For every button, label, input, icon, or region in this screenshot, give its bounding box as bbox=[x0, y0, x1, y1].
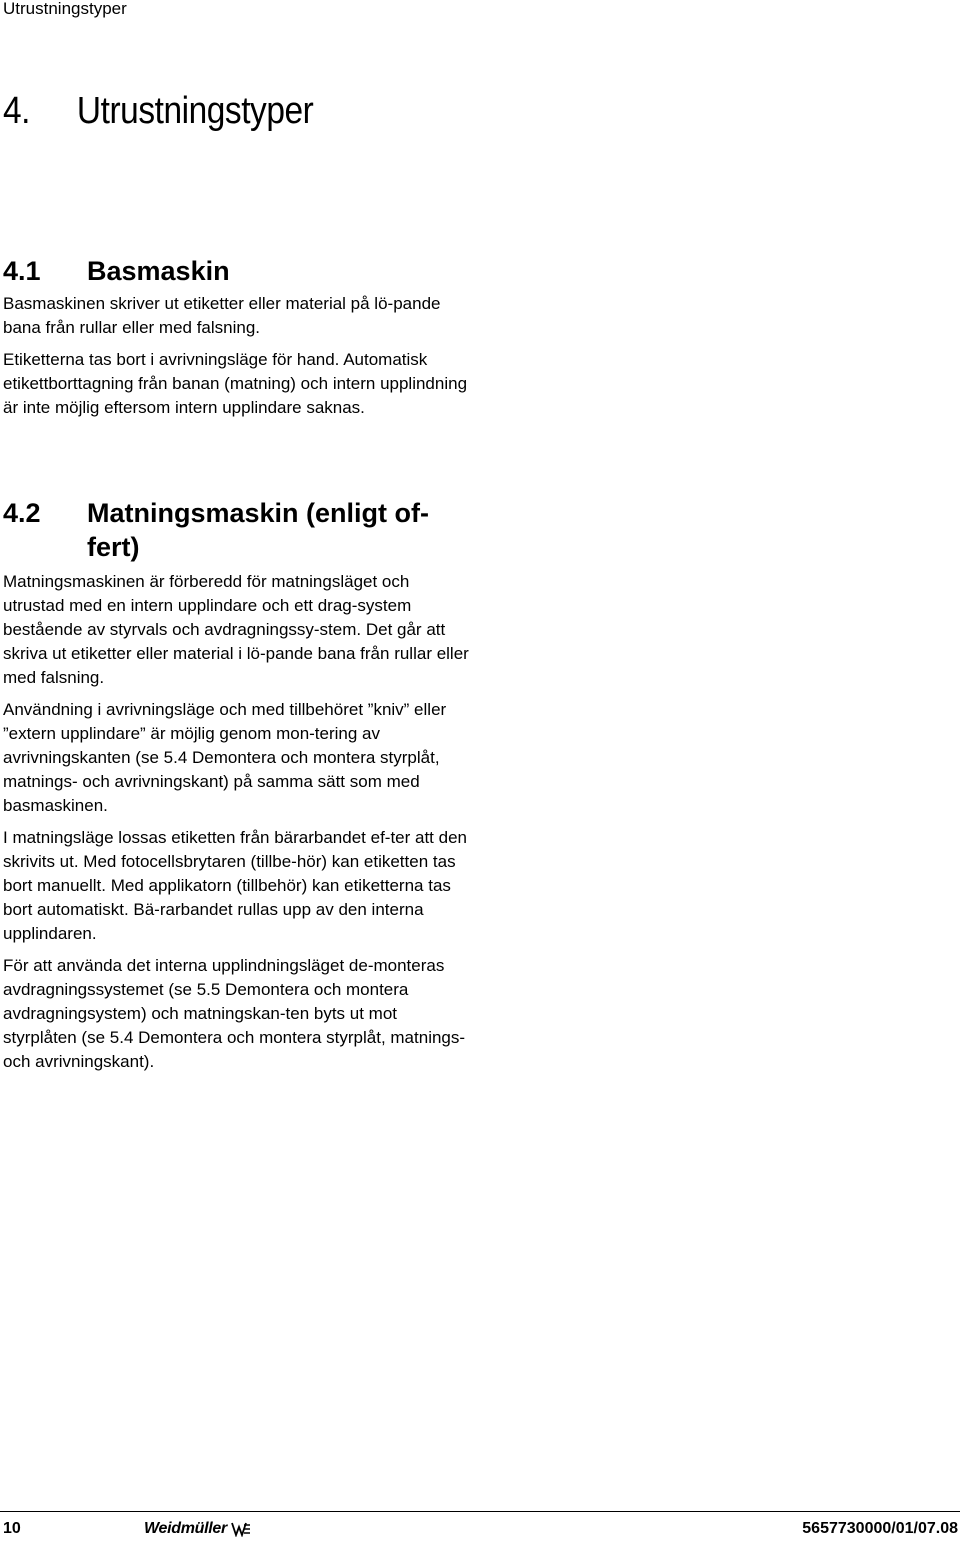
page-footer bbox=[0, 1511, 960, 1541]
paragraph: För att använda det interna upplindningsläget de-monteras avdragningssystemet (se 5.5 Demontera och montera avdragningsystem) och matningskan-ten byts ut mot styrplåten (se 5.4 Demontera och montera styrplåt, matnings- och avrivningskant). bbox=[3, 956, 466, 1071]
running-header: Utrustningstyper bbox=[3, 0, 127, 18]
paragraph: I matningsläge lossas etiketten från bärarbandet ef-ter att den skrivits ut. Med fotocellsbrytaren (tillbe-hör) kan etiketten tas bort manuellt. Med applikatorn (tillbehör) kan etiketterna tas bort automatiskt. Bä-rarbandet rullas upp av den interna upplindaren. bbox=[3, 828, 467, 943]
weidmuller-logo-icon bbox=[231, 1521, 251, 1537]
section-number: 4.2 bbox=[3, 498, 41, 528]
document-id: 5657730000/01/07.08 bbox=[802, 1520, 958, 1537]
weidmuller-logo bbox=[144, 1520, 251, 1538]
page-number: 10 bbox=[3, 1520, 21, 1537]
paragraph: Basmaskinen skriver ut etiketter eller material på lö-pande bana från rullar eller med falsning. bbox=[3, 294, 441, 337]
paragraph: Användning i avrivningsläge och med tillbehöret ”kniv” eller ”extern upplindare” är möjlig genom mon-tering av avrivningskanten (se 5.4 Demontera och montera styrplåt, matnings- och avrivningskant) på samma sätt som med basmaskinen. bbox=[3, 700, 447, 815]
section-number: 4.1 bbox=[3, 256, 41, 286]
section-title-text: Basmaskin bbox=[87, 256, 230, 286]
section-title-text: Matningsmaskin (enligt of-fert) bbox=[87, 498, 430, 562]
logo-text: Weidmüller bbox=[144, 1520, 227, 1537]
section-title bbox=[3, 254, 473, 288]
chapter-number: 4. bbox=[3, 90, 31, 132]
section-title bbox=[3, 496, 473, 564]
chapter-title bbox=[3, 88, 313, 134]
chapter-title-text: Utrustningstyper bbox=[76, 90, 314, 132]
paragraph: Etiketterna tas bort i avrivningsläge för hand. Automatisk etikettborttagning från banan (matning) och intern upplindning är inte möjlig eftersom intern upplindare saknas. bbox=[3, 350, 468, 417]
section-matningsmaskin bbox=[3, 496, 473, 1082]
section-basmaskin bbox=[3, 254, 473, 428]
paragraph: Matningsmaskinen är förberedd för matningsläget och utrustad med en intern upplindare och ett drag-system bestående av styrvals och avdragningssy-stem. Det går att skriva ut etiketter eller material i lö-pande bana från rullar eller med falsning. bbox=[3, 572, 469, 687]
